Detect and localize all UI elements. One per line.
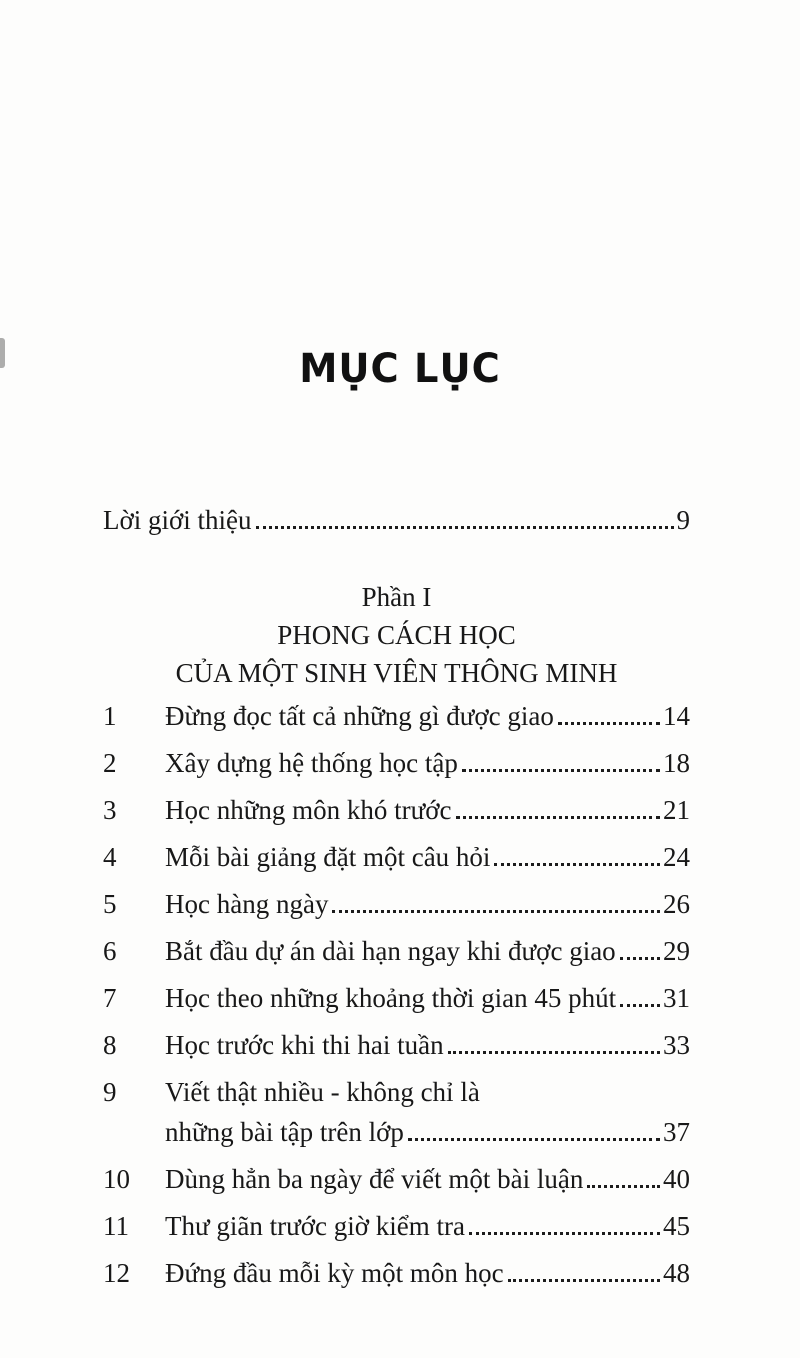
entry-title: Thư giãn trước giờ kiểm tra [165,1210,465,1241]
toc-content [0,505,800,1289]
entry-number: 11 [103,1210,129,1241]
entry-title: Học trước khi thi hai tuần [165,1029,444,1060]
dot-leader [408,1138,660,1141]
entry-number: 10 [103,1163,130,1194]
dot-leader [462,769,660,772]
toc-entry [103,983,690,1014]
entry-page-number: 29 [663,935,690,966]
dot-leader [558,722,660,725]
dot-leader [448,1051,660,1054]
dot-leader [456,816,660,819]
dot-leader [332,910,660,913]
entry-title: Bắt đầu dự án dài hạn ngay khi được giao [165,935,616,966]
dot-leader [256,526,674,529]
part-heading-line1: PHONG CÁCH HỌC [277,619,516,650]
entry-title: Mỗi bài giảng đặt một câu hỏi [165,841,491,872]
toc-entry [103,1258,690,1289]
entry-number: 12 [103,1257,130,1288]
dot-leader [587,1185,660,1188]
entry-title: Đứng đầu mỗi kỳ một môn học [165,1257,504,1288]
entry-page-number: 18 [663,747,690,778]
entry-number: 7 [103,982,117,1013]
toc-entry [103,842,690,873]
toc-intro-row [103,505,690,536]
toc-entry [103,701,690,732]
entry-page-number: 37 [663,1116,690,1147]
entry-title: Xây dựng hệ thống học tập [165,747,458,778]
entry-number: 8 [103,1029,117,1060]
entry-page-number: 14 [663,700,690,731]
part-heading [103,578,690,692]
entry-page-number: 26 [663,888,690,919]
entry-page-number: 40 [663,1163,690,1194]
entry-title: Đừng đọc tất cả những gì được giao [165,700,554,731]
entry-title: Học hàng ngày [165,888,329,919]
entry-page-number: 31 [663,982,690,1013]
entry-number: 9 [103,1076,117,1107]
entry-number: 3 [103,794,117,825]
toc-entries [103,701,690,1289]
intro-page-number: 9 [676,504,690,535]
entry-number: 1 [103,700,117,731]
toc-entry [103,889,690,920]
part-name: Phần I [361,581,432,612]
scan-artifact [0,338,5,368]
entry-page-number: 48 [663,1257,690,1288]
toc-entry [103,1030,690,1061]
toc-entry [103,1077,690,1148]
toc-entry [103,1164,690,1195]
entry-title-line1: Viết thật nhiều - không chỉ là [165,1076,480,1107]
intro-label: Lời giới thiệu [103,504,252,535]
toc-entry [103,936,690,967]
dot-leader [469,1232,660,1235]
entry-page-number: 45 [663,1210,690,1241]
entry-page-number: 33 [663,1029,690,1060]
toc-entry [103,748,690,779]
dot-leader [494,863,660,866]
dot-leader [508,1279,660,1282]
entry-number: 6 [103,935,117,966]
entry-title-line2: những bài tập trên lớp [165,1116,404,1147]
entry-page-number: 24 [663,841,690,872]
toc-entry [103,1211,690,1242]
entry-title: Học theo những khoảng thời gian 45 phút [165,982,617,1013]
entry-number: 2 [103,747,117,778]
page-title: MỤC LỤC [299,345,501,392]
part-heading-line2: CỦA MỘT SINH VIÊN THÔNG MINH [175,657,618,688]
toc-entry [103,795,690,826]
dot-leader [620,1004,660,1007]
entry-title: Học những môn khó trước [165,794,452,825]
entry-title: Dùng hẳn ba ngày để viết một bài luận [165,1163,584,1194]
entry-number: 4 [103,841,117,872]
dot-leader [620,957,660,960]
entry-number: 5 [103,888,117,919]
entry-page-number: 21 [663,794,690,825]
